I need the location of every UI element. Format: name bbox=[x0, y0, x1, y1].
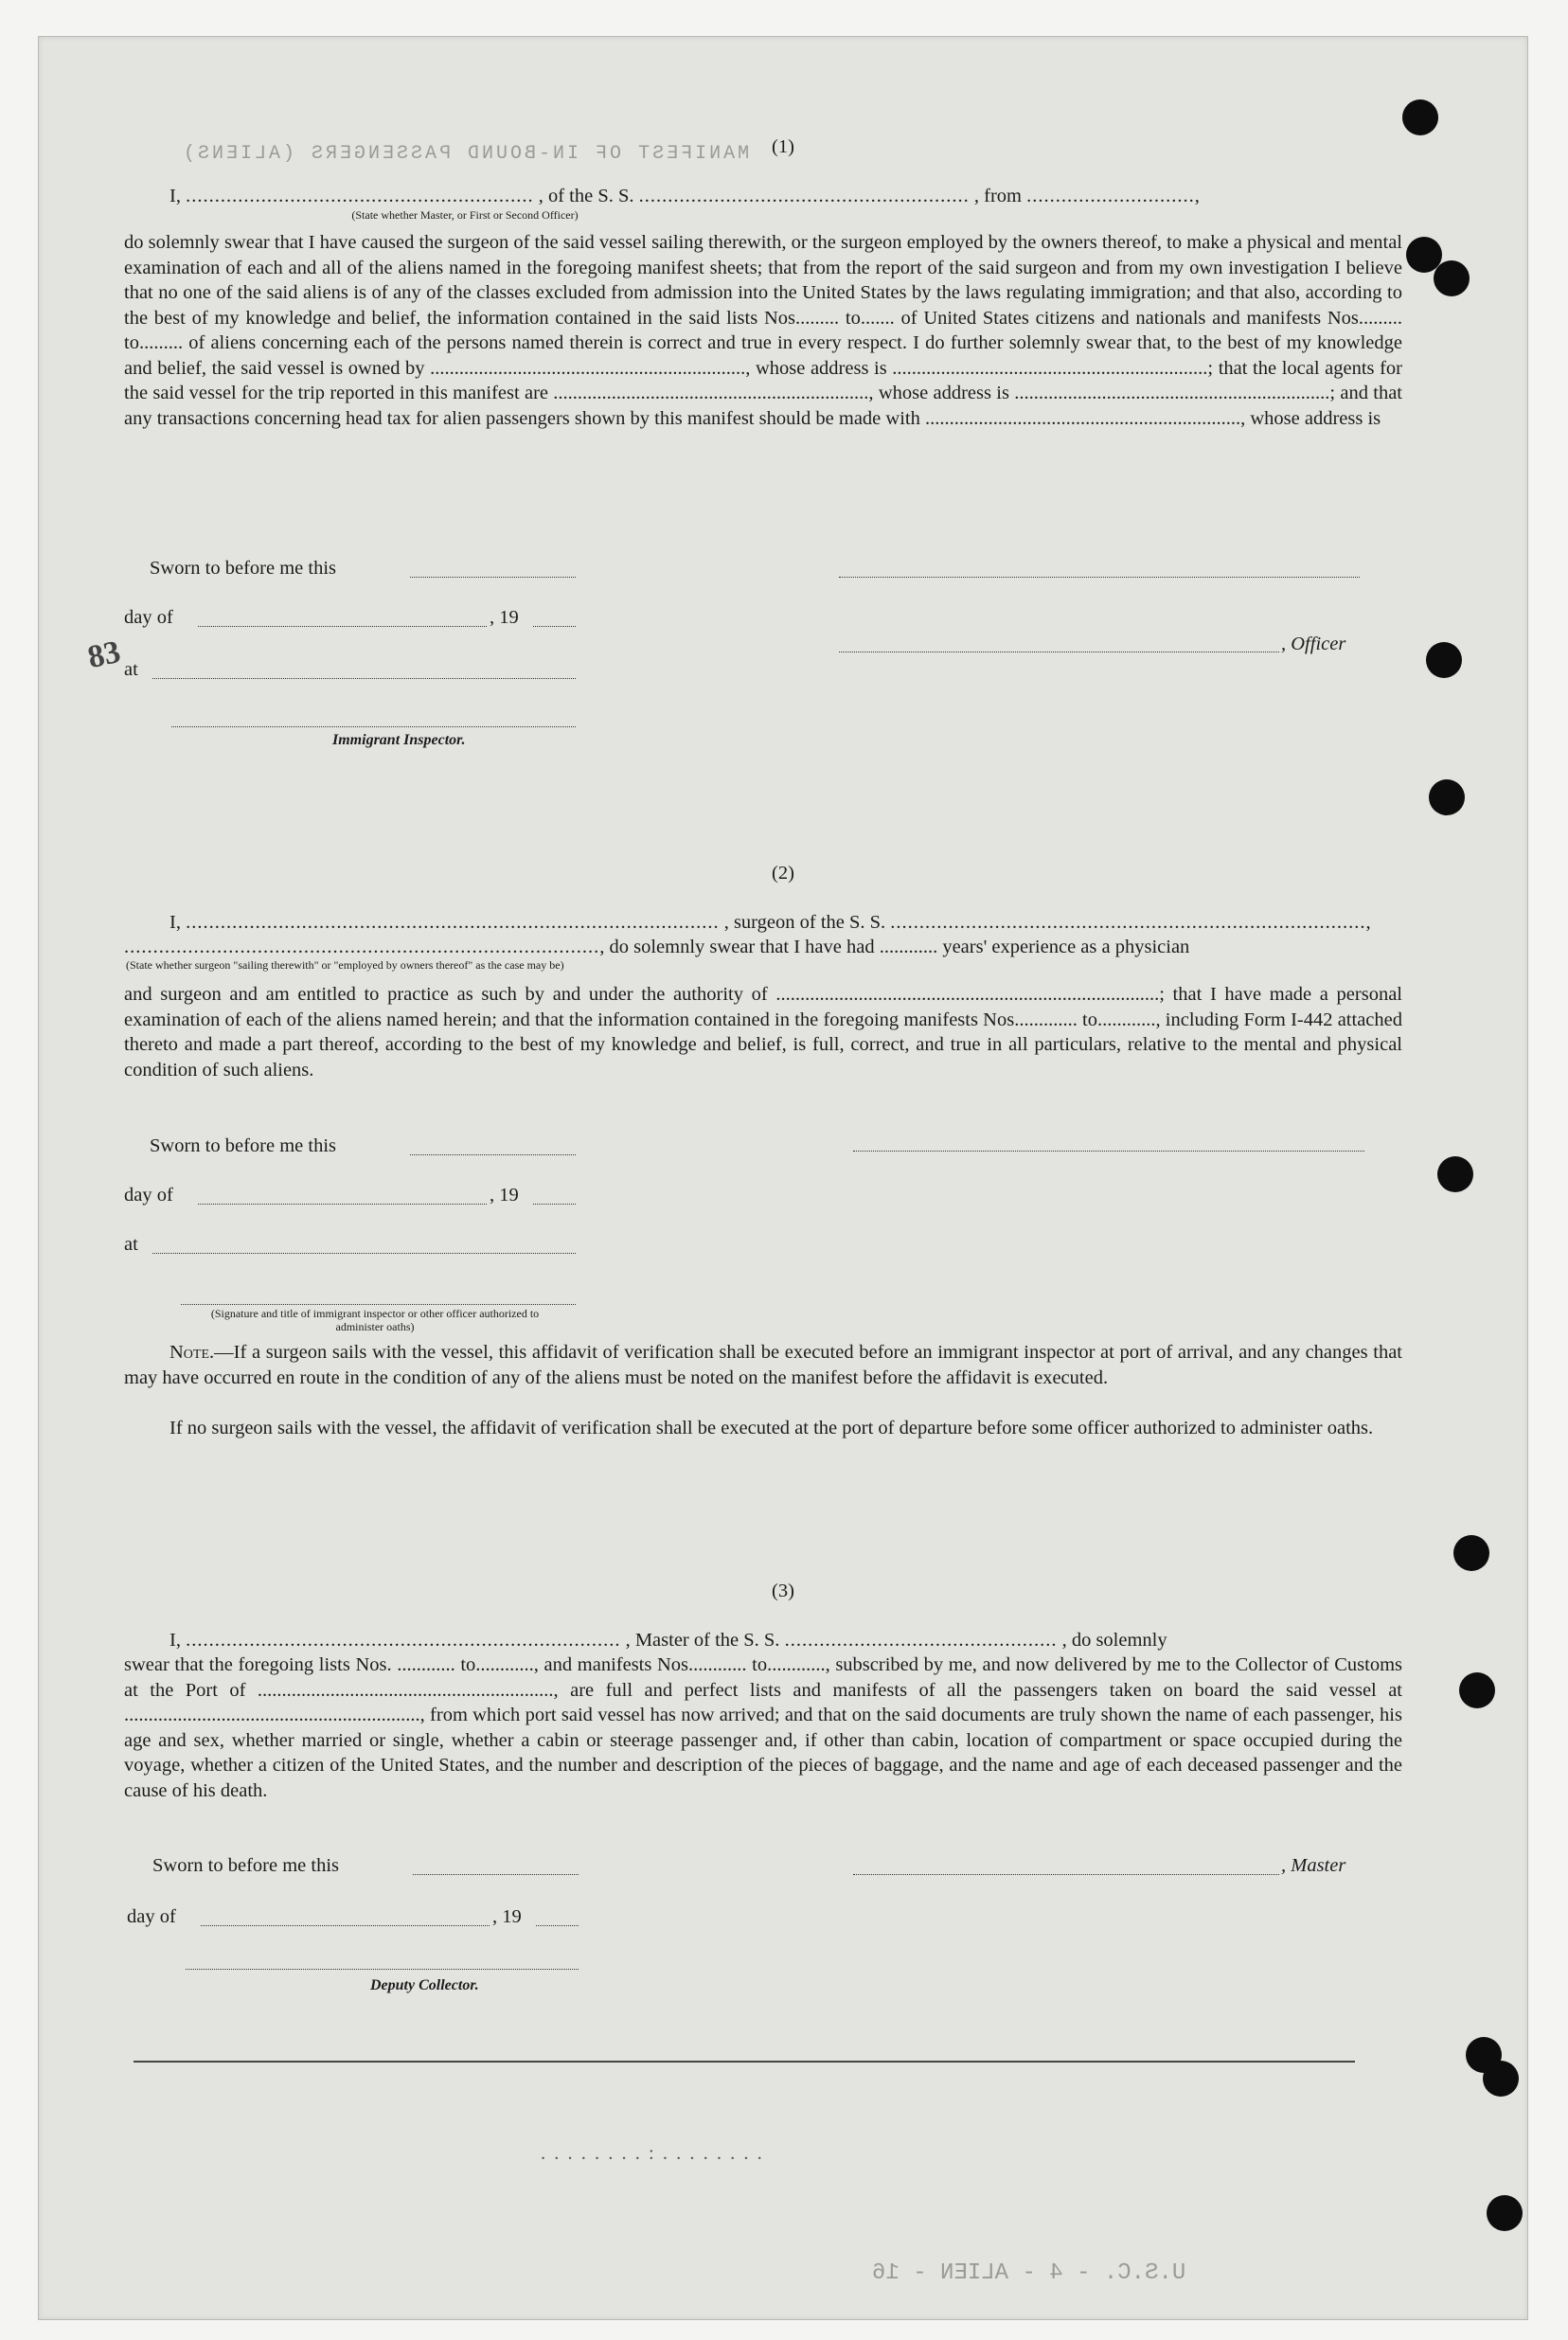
s3-solemnly: , do solemnly bbox=[1061, 1630, 1167, 1651]
s2-signature-caption: (Signature and title of immigrant inspector or other officer authorized to administer oaths) bbox=[210, 1307, 540, 1333]
section-2-number: (2) bbox=[772, 863, 794, 884]
s3-deputy-line bbox=[186, 1969, 579, 1970]
punch-hole bbox=[1453, 1535, 1489, 1571]
s2-at-line bbox=[152, 1253, 576, 1254]
s3-master-signature-line bbox=[853, 1874, 1279, 1875]
s3-sworn: Sworn to before me this bbox=[152, 1855, 339, 1876]
s1-day-of: day of bbox=[124, 607, 173, 628]
s1-year-line bbox=[533, 626, 576, 627]
s1-day-line bbox=[198, 626, 487, 627]
s2-body: and surgeon and am entitled to practice as such by and under the authority of ...............................................................................; that I have made a personal examination of each of the aliens named herein; and that the information contained in the foregoing manifests Nos............. to............, including Form I-442 attached thereto and made a part thereof, according to the best of my knowledge and belief, is full, correct, and true in all particulars, relative to the mental and physical condition of such aliens. bbox=[124, 984, 1402, 1081]
s1-line1: I, ............................................................ , of the S. S. ......................................................... , from ............................., bbox=[169, 186, 1201, 206]
s2-year-line bbox=[533, 1204, 576, 1205]
s3-day-of: day of bbox=[127, 1906, 176, 1927]
punch-hole bbox=[1459, 1672, 1495, 1708]
bleed-through-heading: MANIFEST OF IN-BOUND PASSENGERS (ALIENS) bbox=[181, 143, 750, 165]
punch-hole bbox=[1426, 642, 1462, 678]
s3-sworn-line bbox=[413, 1874, 579, 1875]
s1-officer-signature-line bbox=[839, 577, 1360, 578]
s2-surgeon-caption: (State whether surgeon "sailing therewith" or "employed by owners thereof" as the case may be) bbox=[126, 958, 564, 972]
s3-master-label: , Master of the S. S. bbox=[625, 1630, 780, 1651]
s2-note-2: If no surgeon sails with the vessel, the affidavit of verification shall be executed at the port of departure before some officer authorized to administer oaths. bbox=[169, 1418, 1374, 1438]
punch-hole bbox=[1437, 1156, 1473, 1192]
s1-inspector-label: Immigrant Inspector. bbox=[332, 732, 466, 748]
s1-officer-label: , Officer bbox=[1281, 634, 1346, 654]
s3-year: , 19 bbox=[492, 1906, 522, 1927]
s1-at: at bbox=[124, 659, 138, 680]
s3-body: swear that the foregoing lists Nos. ............ to............, and manifests Nos............ to............, subscribed by me, and now delivered by me to the Collector of Customs at the Port of ............................................................., are full and perfect lists and manifests of all the passengers taken on board the said vessel at ............................................................., from which port said vessel has now arrived; and that on the said documents are truly shown the name of each passenger, his age and sex, whether married or single, whether a cabin or steerage passenger and, if other than cabin, location of compartment or space occupied during the voyage, whether a citizen of the United States, and the number and description of the pieces of baggage, and the name and age of each deceased passenger and the cause of his death. bbox=[124, 1654, 1402, 1801]
s2-note-text: —If a surgeon sails with the vessel, this affidavit of verification shall be executed before an immigrant inspector at port of arrival, and any changes that may have occurred en route in the condition of any of the aliens must be noted on the manifest before the affidavit is executed. bbox=[124, 1342, 1402, 1388]
document-page bbox=[38, 36, 1528, 2320]
punch-hole bbox=[1483, 2061, 1519, 2097]
s2-surgeon-label: , surgeon of the S. S. bbox=[723, 912, 886, 933]
section-3-number: (3) bbox=[772, 1581, 794, 1601]
s2-day-of: day of bbox=[124, 1185, 173, 1206]
s2-line1: I, ............................................................................................ , surgeon of the S. S. .................................................................................., bbox=[169, 912, 1372, 933]
punch-hole bbox=[1487, 2195, 1523, 2231]
s2-year: , 19 bbox=[490, 1185, 519, 1206]
bottom-dotted-mark: . . . . . . . . : . . . . . . . . bbox=[541, 2143, 764, 2164]
s3-year-line bbox=[536, 1925, 579, 1926]
punch-hole bbox=[1434, 260, 1470, 296]
s3-master-label-2: , Master bbox=[1281, 1855, 1346, 1876]
s2-note bbox=[124, 1340, 1402, 1390]
s2-line2: .................................................................................., do solemnly swear that I have had ............ years' experience as a physician bbox=[124, 937, 1190, 957]
s1-inspector-line bbox=[171, 726, 576, 727]
s1-body: do solemnly swear that I have caused the surgeon of the said vessel sailing therewith, or the surgeon employed by the owners thereof, to make a physical and mental examination of each and all of the aliens named in the foregoing manifest sheets; that from the report of the said surgeon and from my own investigation I believe that no one of the said aliens is of any of the classes excluded from admission into the United States by the laws regulating immigration; and that also, according to the best of my knowledge and belief, the information contained in the said lists Nos......... to....... of United States citizens and nationals and manifests Nos......... to......... of aliens concerning each of the persons named therein is correct and true in every respect. I do further solemnly swear that, to the best of my knowledge and belief, the said vessel is owned by ................................................................., whose address is .................................................................; that the local agents for the said vessel for the trip reported in this manifest are ................................................................., whose address is .................................................................; and that any transactions concerning head tax for alien passengers shown by this manifest should be made with ................................................................., whose address is bbox=[124, 232, 1402, 429]
s1-ss-label: , of the S. S. bbox=[538, 186, 634, 206]
s2-day-line bbox=[198, 1204, 487, 1205]
s1-sworn: Sworn to before me this bbox=[150, 558, 336, 579]
s2-note-label: Note. bbox=[169, 1342, 215, 1363]
bleed-through-footer-code: U.S.C. - 4 - ALIEN - 16 bbox=[872, 2260, 1186, 2286]
s1-at-line bbox=[152, 678, 576, 679]
bottom-rule bbox=[134, 2061, 1355, 2063]
s3-deputy-label: Deputy Collector. bbox=[370, 1977, 479, 1993]
s1-i-label: I, bbox=[169, 186, 181, 206]
s3-day-line bbox=[201, 1925, 490, 1926]
s2-at: at bbox=[124, 1234, 138, 1255]
s2-authorized-signature-line bbox=[181, 1304, 576, 1305]
s2-sworn: Sworn to before me this bbox=[150, 1135, 336, 1156]
punch-hole bbox=[1429, 779, 1465, 815]
section-1-number: (1) bbox=[772, 136, 794, 157]
s1-handwritten-mark: 83 bbox=[84, 634, 124, 676]
s1-year: , 19 bbox=[490, 607, 519, 628]
s1-master-caption: (State whether Master, or First or Second Officer) bbox=[351, 208, 579, 222]
s2-sworn-line bbox=[410, 1154, 576, 1155]
punch-hole bbox=[1402, 99, 1438, 135]
s1-from-label: , from bbox=[973, 186, 1022, 206]
s3-line1: I, ........................................................................... , Master of the S. S. ............................................... , do solemnly bbox=[169, 1630, 1167, 1651]
s2-signature-line bbox=[853, 1151, 1364, 1152]
s1-sworn-line bbox=[410, 577, 576, 578]
